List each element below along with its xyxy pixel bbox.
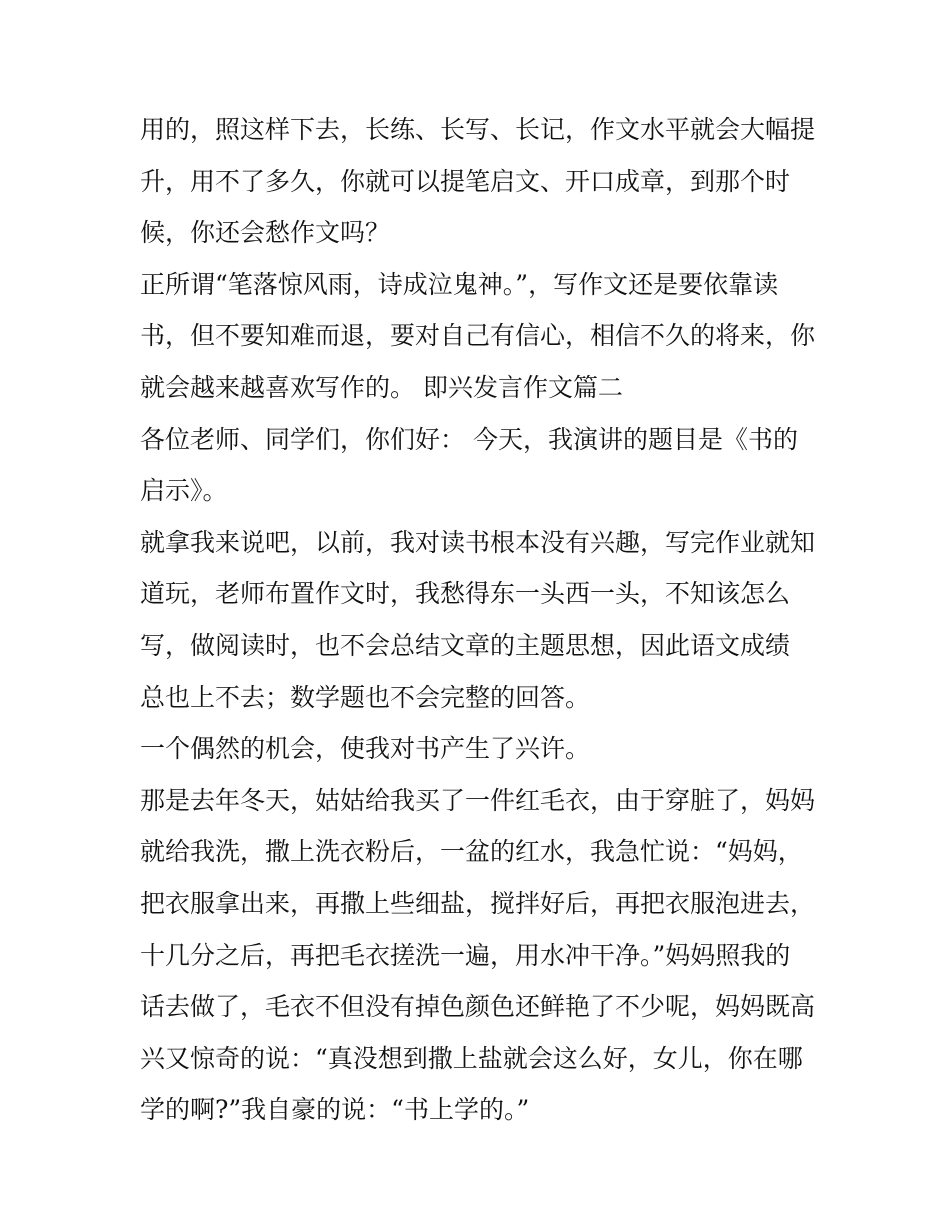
text-line: 各位老师、同学们，你们好： 今天，我演讲的题目是《书的 [140,424,798,454]
text-line: 启示》。 [140,476,228,506]
text-line: 候，你还会愁作文吗？ [140,218,391,248]
text-line: 那是去年冬天，姑姑给我买了一件红毛衣，由于穿脏了，妈妈 [140,785,816,815]
text-line: 书，但不要知难而退，要对自己有信心，相信不久的将来，你 [140,321,816,351]
text-line: 写，做阅读时，也不会总结文章的主题思想，因此语文成绩 [140,630,791,660]
text-line: 把衣服拿出来，再撒上些细盐，搅拌好后，再把衣服泡进去， [140,888,816,918]
text-line: 学的啊?”我自豪的说：“书上学的。” [140,1095,530,1125]
text-line: 道玩，老师布置作文时，我愁得东一头西一头，不知该怎么 [140,579,791,609]
text-line: 升，用不了多久，你就可以提笔启文、开口成章，到那个时 [140,166,791,196]
text-line: 就会越来越喜欢写作的。 即兴发言作文篇二 [140,372,623,402]
text-line: 用的，照这样下去，长练、长写、长记，作文水平就会大幅提 [140,115,816,144]
text-line: 话去做了，毛衣不但没有掉色颜色还鲜艳了不少呢，妈妈既高 [140,992,816,1022]
text-line: 十几分之后，再把毛衣搓洗一遍，用水冲干净。”妈妈照我的 [140,940,791,970]
text-line: 总也上不去；数学题也不会完整的回答。 [140,682,591,712]
text-line: 正所谓“笔落惊风雨，诗成泣鬼神。”，写作文还是要依靠读 [140,269,779,299]
body-text [140,104,820,1136]
text-line: 就拿我来说吧，以前，我对读书根本没有兴趣，写完作业就知 [140,527,816,557]
text-line: 就给我洗，撒上洗衣粉后，一盆的红水，我急忙说：“妈妈， [140,837,803,867]
text-line: 一个偶然的机会，使我对书产生了兴许。 [140,734,591,764]
text-line: 兴又惊奇的说：“真没想到撒上盐就会这么好，女儿，你在哪 [140,1043,803,1073]
